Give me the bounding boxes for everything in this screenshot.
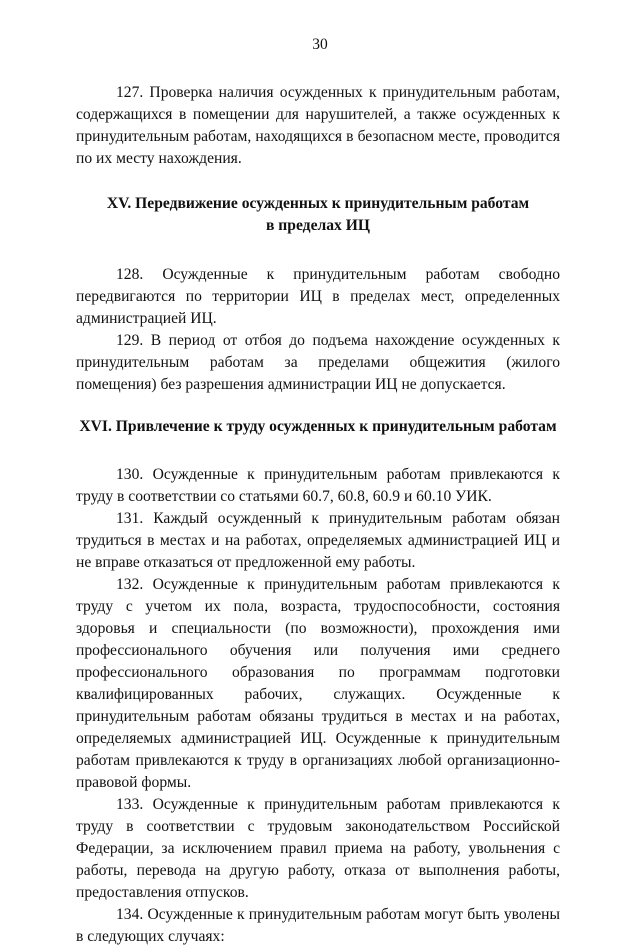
- section-heading-xv-line-1: XV. Передвижение осужденных к принудительным работам: [106, 195, 530, 212]
- paragraph-133: 133. Осужденные к принудительным работам привлекаются к труду в соответствии с трудовым законодательством Российской Федерации, за исключением правил приема на работу, увольнения с работы, перевода на другую работу, отказа от выполнения работы, предоставления отпусков.: [76, 796, 560, 901]
- section-heading-xv-line-2: в пределах ИЦ: [265, 217, 370, 234]
- paragraph-131: 131. Каждый осужденный к принудительным работам обязан трудиться в местах и на работах, определяемых администрацией ИЦ и не вправе отказаться от предложенной ему работы.: [76, 510, 560, 571]
- paragraph-134: 134. Осужденные к принудительным работам могут быть уволены в следующих случаях:: [76, 906, 560, 945]
- paragraph-127: 127. Проверка наличия осужденных к принудительным работам, содержащихся в помещении для нарушителей, а также осужденных к принудительным работам, находящихся в безопасном месте, проводится по их месту нахождения.: [76, 84, 560, 167]
- paragraph-128: 128. Осужденные к принудительным работам свободно передвигаются по территории ИЦ в пределах мест, определенных администрацией ИЦ.: [76, 266, 560, 327]
- section-heading-xvi-line-1: XVI. Привлечение к труду осужденных к принудительным работам: [79, 418, 557, 435]
- paragraph-132: 132. Осужденные к принудительным работам привлекаются к труду с учетом их пола, возраста, трудоспособности, состояния здоровья и специальности (по возможности), прохождения ими профессионального обучения или получения ими среднего профессионального образования по программам подготовки квалифицированных рабочих, служащих. Осужденные к принудительным работам обязаны трудиться в местах и на работах, определяемых администрацией ИЦ. Осужденные к принудительным работам привлекаются к труду в организациях любой организационно-правовой формы.: [76, 576, 560, 791]
- page-number: 30: [312, 36, 328, 53]
- section-heading-xvi: [76, 416, 560, 438]
- paragraph-130: 130. Осужденные к принудительным работам привлекаются к труду в соответствии со статьями 60.7, 60.8, 60.9 и 60.10 УИК.: [76, 466, 560, 505]
- section-heading-xv: [76, 193, 560, 237]
- paragraph-129: 129. В период от отбоя до подъема нахождение осужденных к принудительным работам за пределами общежития (жилого помещения) без разрешения администрации ИЦ не допускается.: [76, 332, 560, 393]
- document-body: [76, 82, 560, 948]
